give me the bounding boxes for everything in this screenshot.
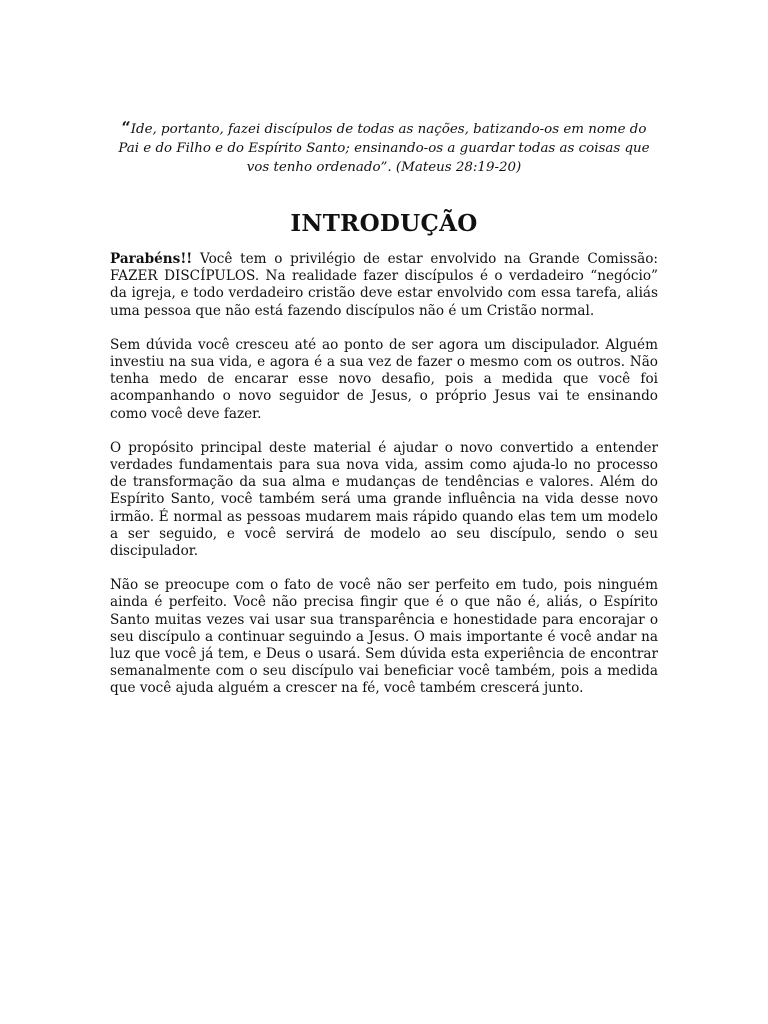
paragraph-1-lead: Parabéns!!	[110, 251, 193, 267]
document-page	[110, 118, 658, 715]
epigraph-quote	[116, 118, 652, 177]
paragraph-4: Não se preocupe com o fato de você não ser perfeito em tudo, pois ninguém ainda é perfeito. Você não precisa fingir que é o que não é, aliás, o Espírito Santo muitas vezes vai usar sua transparência e honestidade para encorajar o seu discípulo a continuar seguindo a Jesus. O mais importante é você andar na luz que você já tem, e Deus o usará. Sem dúvida esta experiência de encontrar semanalmente com o seu discípulo vai beneficiar você também, pois a medida que você ajuda alguém a crescer na fé, você também crescerá junto.	[110, 577, 658, 697]
epigraph-text: Ide, portanto, fazei discípulos de todas as nações, batizando-os em nome do Pai e do Filho e do Espírito Santo; ensinando-os a guardar todas as coisas que vos tenho ordenado”. (Mateus 28:19-20)	[118, 122, 650, 175]
paragraph-1	[110, 251, 658, 320]
page-title: INTRODUÇÃO	[290, 210, 478, 237]
paragraph-2: Sem dúvida você cresceu até ao ponto de ser agora um discipulador. Alguém investiu na sua vida, e agora é a sua vez de fazer o mesmo com os outros. Não tenha medo de encarar esse novo desafio, pois a medida que você foi acompanhando o novo seguidor de Jesus, o próprio Jesus vai te ensinando como você deve fazer.	[110, 336, 658, 422]
paragraph-3: O propósito principal deste material é ajudar o novo convertido a entender verdades fundamentais para sua nova vida, assim como ajuda-lo no processo de transformação da sua alma e mudanças de tendências e valores. Além do Espírito Santo, você também será uma grande influência na vida desse novo irmão. É normal as pessoas mudarem mais rápido quando elas tem um modelo a ser seguido, e você servirá de modelo ao seu discípulo, sendo o seu discipulador.	[110, 439, 658, 560]
epigraph-open-quote: “	[121, 118, 131, 137]
paragraph-1-text: Você tem o privilégio de estar envolvido na Grande Comissão: FAZER DISCÍPULOS. Na realidade fazer discípulos é o verdadeiro “negócio” da igreja, e todo verdadeiro cristão deve estar envolvido com essa tarefa, aliás uma pessoa que não está fazendo discípulos não é um Cristão normal.	[110, 251, 658, 319]
